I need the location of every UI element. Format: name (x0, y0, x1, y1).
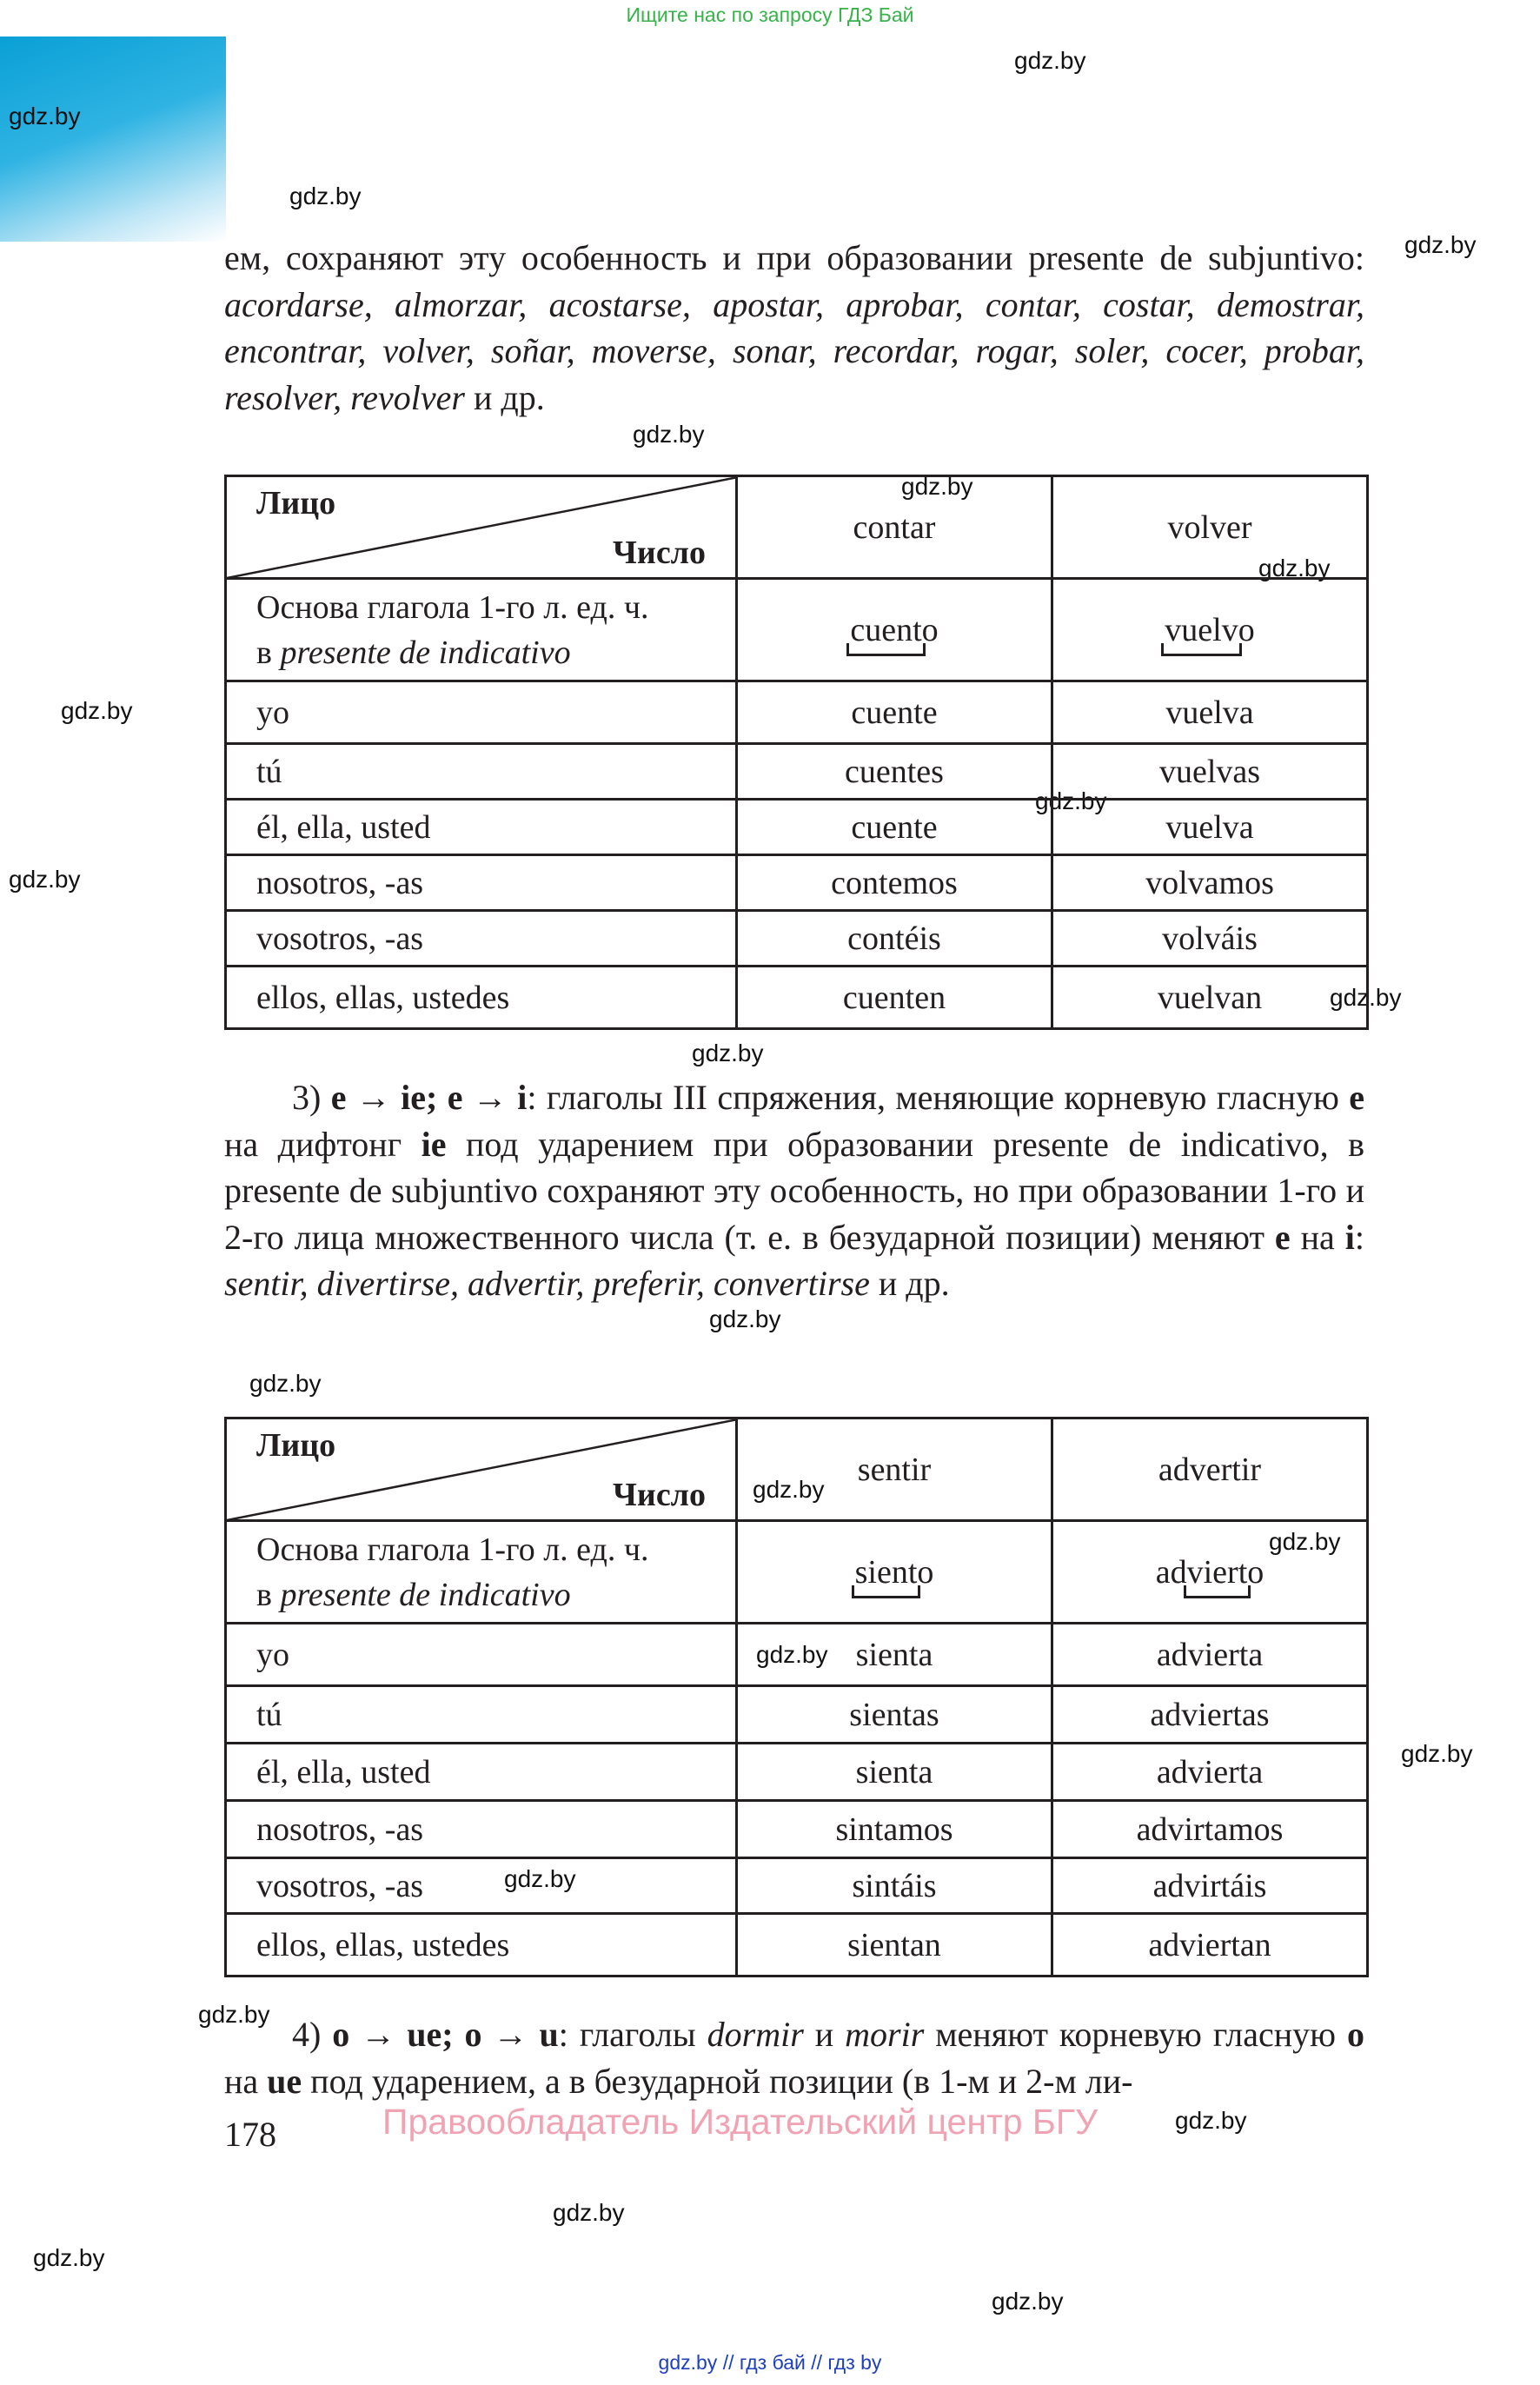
copyright-holder: Правообладатель Издательский центр БГУ (382, 2102, 1099, 2142)
para2-text: : глаголы III спряжения, меняющие корневую гласную (527, 1078, 1350, 1117)
para2-bold: ie (421, 1124, 447, 1164)
person-cell: él, ella, usted (226, 1744, 737, 1801)
conjugation-table-1 (224, 475, 1369, 1030)
stem-bracket (1187, 1553, 1248, 1591)
person-cell: yo (226, 681, 737, 744)
watermark: gdz.by (1258, 555, 1331, 581)
para1-lead: ем, сохраняют эту особенность и при образовании presente de subjuntivo: (224, 238, 1364, 277)
form-cell: cuentes (737, 744, 1052, 800)
watermark: gdz.by (709, 1305, 781, 1332)
person-cell: ellos, ellas, ustedes (226, 967, 737, 1029)
page-number: 178 (224, 2115, 276, 2154)
person-cell: vosotros, -as (226, 1858, 737, 1914)
watermark: gdz.by (692, 1040, 764, 1066)
stem-root: vuelv (1165, 611, 1238, 648)
form-cell: advierta (1052, 1624, 1368, 1686)
form-cell: adviertas (1052, 1686, 1368, 1744)
stem-ending: o (1238, 611, 1255, 648)
form-cell: advierta (1052, 1744, 1368, 1801)
watermark: gdz.by (9, 866, 81, 893)
stem-label-cell (226, 1521, 737, 1624)
para2-text: на (1290, 1217, 1345, 1257)
para2-rule: e → ie; e → i (330, 1078, 528, 1117)
person-cell: tú (226, 744, 737, 800)
person-header: Лицо (256, 485, 336, 522)
stem-label-italic: presente de indicativo (280, 1576, 571, 1613)
stem-prefix: ad (1155, 1553, 1187, 1591)
top-banner: Ищите нас по запросу ГДЗ Бай (626, 3, 914, 26)
verb-header: contar (737, 476, 1052, 579)
para1-tail: и др. (464, 377, 545, 417)
form-cell: sientan (737, 1914, 1052, 1976)
form-cell: advirtamos (1052, 1801, 1368, 1858)
stem-cell (737, 1521, 1052, 1624)
para3-verb: dormir (707, 2015, 804, 2054)
watermark: gdz.by (1401, 1740, 1473, 1767)
number-header: Число (613, 535, 706, 571)
person-cell: vosotros, -as (226, 911, 737, 967)
stem-bracket (1165, 611, 1238, 649)
stem-ending: o (917, 1553, 934, 1591)
stem-ending: o (921, 611, 939, 648)
footer-links: gdz.by // гдз бай // гдз by (658, 2351, 882, 2374)
number-header: Число (613, 1477, 706, 1513)
para2-bold: i (1344, 1217, 1355, 1257)
para2-text: на дифтонг (224, 1124, 422, 1164)
stem-root: cuent (850, 611, 922, 648)
form-cell: vuelvan (1052, 967, 1368, 1029)
para3-text: на (224, 2061, 268, 2101)
stem-label-italic: presente de indicativo (280, 634, 571, 671)
watermark: gdz.by (1175, 2107, 1247, 2134)
corner-decoration (0, 37, 226, 242)
para3-rule: o → ue; o → u (332, 2015, 559, 2054)
para3-bold: ue (267, 2061, 302, 2101)
verb-header: volver (1052, 476, 1368, 579)
form-cell: sintáis (737, 1858, 1052, 1914)
watermark: gdz.by (992, 2288, 1064, 2315)
form-cell: contemos (737, 855, 1052, 911)
stem-root: sient (854, 1553, 918, 1591)
person-cell: nosotros, -as (226, 855, 737, 911)
stem-label-prefix: в (256, 634, 281, 671)
form-cell: advirtáis (1052, 1858, 1368, 1914)
stem-label-prefix: в (256, 1576, 281, 1613)
verb-header: advertir (1052, 1418, 1368, 1521)
form-cell: cuenten (737, 967, 1052, 1029)
form-cell: sienta (737, 1624, 1052, 1686)
person-cell: nosotros, -as (226, 1801, 737, 1858)
person-header: Лицо (256, 1427, 336, 1464)
para3-text: : глаголы (558, 2015, 707, 2054)
stem-cell (737, 579, 1052, 681)
para2-bold: e (1349, 1078, 1365, 1117)
para2-bold: e (1274, 1217, 1291, 1257)
watermark: gdz.by (1035, 787, 1107, 814)
form-cell: sintamos (737, 1801, 1052, 1858)
watermark: gdz.by (9, 103, 81, 130)
paragraph-3 (224, 2011, 1364, 2104)
form-cell: vuelvas (1052, 744, 1368, 800)
watermark: gdz.by (633, 421, 705, 448)
watermark: gdz.by (1330, 984, 1402, 1011)
stem-bracket (855, 1553, 918, 1591)
watermark: gdz.by (553, 2199, 625, 2226)
header-diagonal-cell (226, 476, 737, 579)
person-cell: yo (226, 1624, 737, 1686)
stem-bracket (850, 611, 921, 649)
para1-verbs: acordarse, almorzar, acostarse, apostar, aprobar, contar, costar, demostrar, encontrar, volver, soñar, moverse, sonar, recordar, rogar, soler, cocer, probar, resolver, revolver (224, 284, 1364, 417)
watermark: gdz.by (33, 2244, 105, 2271)
stem-label-cell (226, 579, 737, 681)
person-cell: tú (226, 1686, 737, 1744)
para3-text: и (803, 2015, 846, 2054)
watermark: gdz.by (61, 697, 133, 724)
para3-bold: o (1346, 2015, 1364, 2054)
conjugation-table-2 (224, 1417, 1369, 1977)
form-cell: vuelva (1052, 800, 1368, 855)
para3-text: под ударением, а в безударной позиции (в 1-м и 2-м ли- (302, 2061, 1133, 2101)
watermark: gdz.by (1404, 231, 1477, 258)
para3-text: меняют корневую гласную (924, 2015, 1347, 2054)
watermark: gdz.by (504, 1865, 576, 1892)
form-cell: cuente (737, 800, 1052, 855)
watermark: gdz.by (198, 2001, 270, 2028)
para3-number: 4) (292, 2015, 333, 2054)
person-cell: ellos, ellas, ustedes (226, 1914, 737, 1976)
stem-cell (1052, 579, 1368, 681)
form-cell: sientas (737, 1686, 1052, 1744)
para2-tail: и др. (869, 1264, 950, 1303)
paragraph-2 (224, 1074, 1364, 1307)
form-cell: contéis (737, 911, 1052, 967)
form-cell: vuelva (1052, 681, 1368, 744)
form-cell: volváis (1052, 911, 1368, 967)
watermark: gdz.by (249, 1370, 322, 1397)
verb-header: sentir (737, 1418, 1052, 1521)
watermark: gdz.by (289, 183, 362, 209)
form-cell: cuente (737, 681, 1052, 744)
header-diagonal-cell (226, 1418, 737, 1521)
para2-text: : (1354, 1217, 1364, 1257)
stem-label-line1: Основа глагола 1-го л. ед. ч. (256, 588, 649, 626)
watermark: gdz.by (753, 1476, 825, 1503)
paragraph-1 (224, 235, 1364, 421)
stem-root: viert (1186, 1553, 1248, 1591)
para2-verbs: sentir, divertirse, advertir, preferir, convertirse (224, 1264, 870, 1303)
person-cell: él, ella, usted (226, 800, 737, 855)
form-cell: volvamos (1052, 855, 1368, 911)
watermark: gdz.by (901, 473, 973, 500)
para3-verb: morir (845, 2015, 925, 2054)
form-cell: adviertan (1052, 1914, 1368, 1976)
stem-label-line1: Основа глагола 1-го л. ед. ч. (256, 1531, 649, 1568)
stem-ending: o (1247, 1553, 1265, 1591)
watermark: gdz.by (756, 1641, 828, 1668)
stem-cell (1052, 1521, 1368, 1624)
form-cell: sienta (737, 1744, 1052, 1801)
para2-text: под ударением при образовании presente de indicativo, в presente de subjuntivo сохраняют эту особенность, но при образовании 1-го и 2-го лица множественного числа (т. е. в безударной позиции) меняют (224, 1124, 1364, 1257)
watermark: gdz.by (1269, 1528, 1341, 1555)
para2-number: 3) (292, 1078, 331, 1117)
watermark: gdz.by (1014, 47, 1086, 74)
